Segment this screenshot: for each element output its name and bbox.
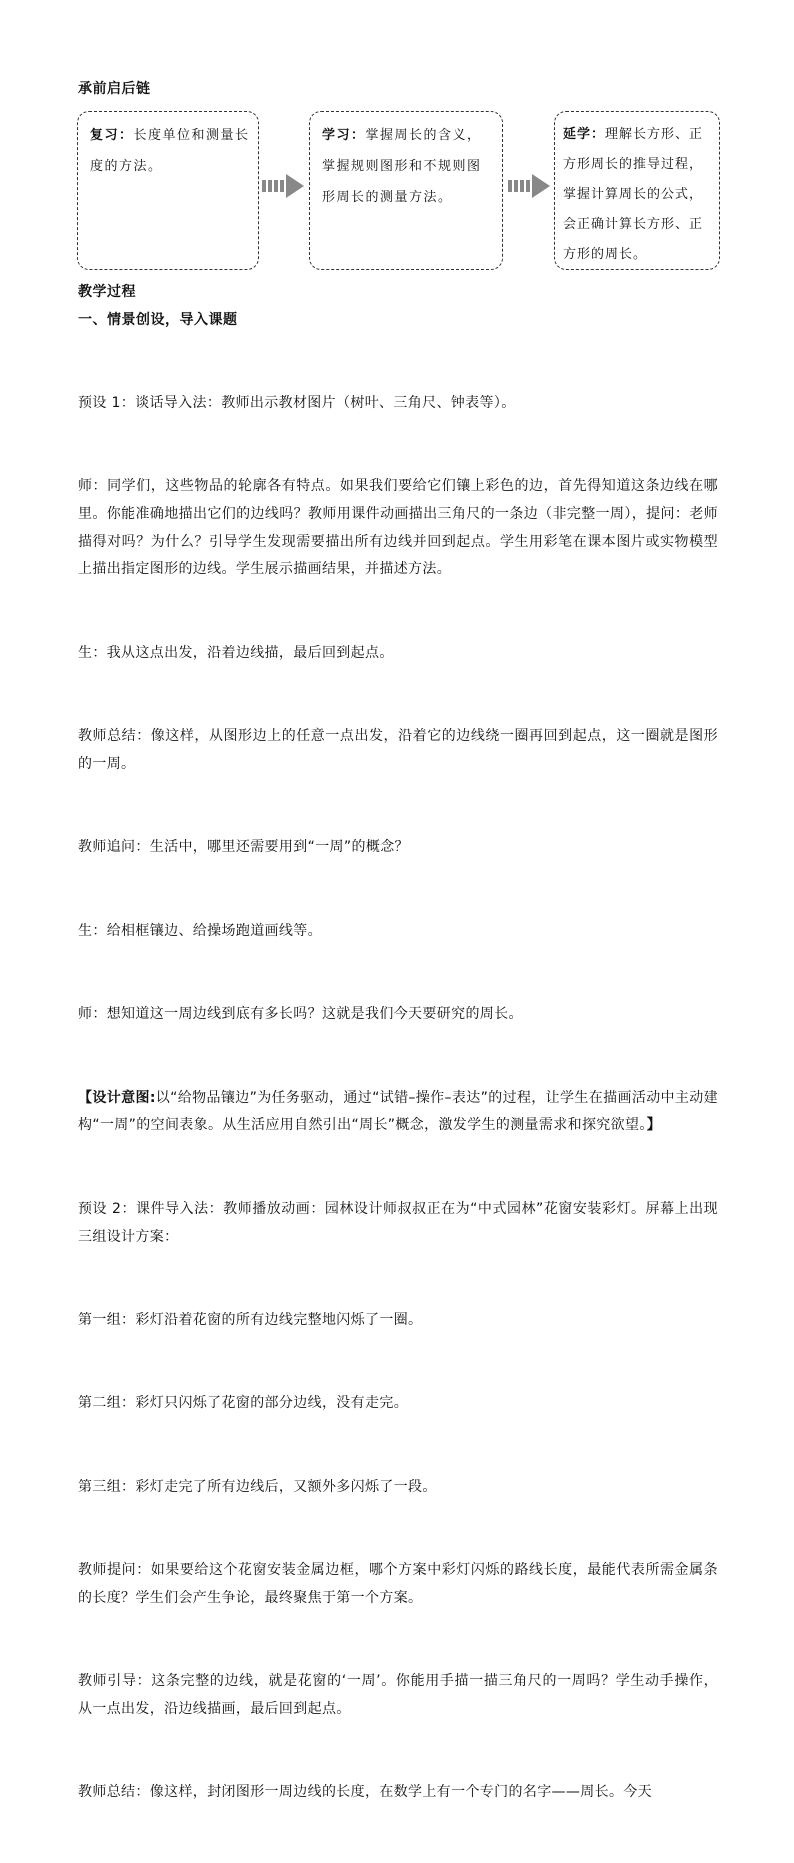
paragraph: 第二组：彩灯只闪烁了花窗的部分边线，没有走完。 [78,1395,409,1412]
paragraph: 教师提问：如果要给这个花窗安装金属边框，哪个方案中彩灯闪烁的路线长度，最能代表所需金属条的长度？学生们会产生争论，最终聚焦于第一个方案。 [78,1562,718,1606]
learn-box [309,111,503,270]
paragraph: 第一组：彩灯沿着花窗的所有边线完整地闪烁了一圈。 [78,1311,423,1328]
review-label: 复习： [90,128,134,143]
design-intent-open-bracket: 【 [78,1089,93,1106]
paragraph: 生：给相框镶边、给操场跑道画线等。 [78,922,322,939]
review-box [77,111,259,270]
part1-title: 一、情景创设，导入课题 [78,312,238,328]
body-text [78,334,718,1863]
paragraph: 师：同学们，这些物品的轮廓各有特点。如果我们要给它们镶上彩色的边，首先得知道这条边线在哪里。你能准确地描出它们的边线吗？教师用课件动画描出三角尺的一条边（非完整一周），提问：老师描得对吗？为什么？引导学生发现需要描出所有边线并回到起点。学生用彩笔在课本图片或实物模型上描出指定图形的边线。学生展示描画结果，并描述方法。 [78,477,718,578]
paragraph: 教师总结：像这样，从图形边上的任意一点出发，沿着它的边线绕一圈再回到起点，这一圈就是图形的一周。 [78,728,718,772]
paragraph: 师：想知道这一周边线到底有多长吗？这就是我们今天要研究的周长。 [78,1006,523,1023]
design-intent-text: 以“给物品镶边”为任务驱动，通过“试错–操作–表达”的过程，让学生在描画活动中主动建构“一周”的空间表象。从生活应用自然引出“周长”概念，激发学生的测量需求和探究欲望。 [78,1089,718,1134]
paragraph: 生：我从这点出发，沿着边线描，最后回到起点。 [78,644,394,661]
arrow-right-icon [262,174,304,198]
paragraph: 预设 2：课件导入法：教师播放动画：园林设计师叔叔正在为“中式园林”花窗安装彩灯。屏幕上出现三组设计方案： [78,1200,718,1245]
learn-text: 掌握周长的含义，掌握规则图形和不规则图形周长的测量方法。 [322,128,482,205]
extend-text: 理解长方形、正方形周长的推导过程，掌握计算周长的公式，会正确计算长方形、正方形的周长。 [563,127,704,262]
extend-box [554,111,720,270]
design-intent [78,1085,718,1141]
review-text: 长度单位和测量长度的方法。 [90,128,250,174]
paragraph: 教师引导：这条完整的边线，就是花窗的‘一周’。你能用手描一描三角尺的一周吗？学生动手操作，从一点出发，沿边线描画，最后回到起点。 [78,1673,718,1718]
extend-label: 延学： [563,127,606,142]
design-intent-close-bracket: 】 [646,1117,662,1134]
process-title: 教学过程 [78,284,136,300]
section-title: 承前启后链 [78,81,151,97]
paragraph: 教师追问：生活中，哪里还需要用到“一周”的概念？ [78,839,409,856]
paragraph: 第三组：彩灯走完了所有边线后，又额外多闪烁了一段。 [78,1478,437,1495]
arrow-right-icon [508,174,550,198]
paragraph: 预设 1：谈话导入法：教师出示教材图片（树叶、三角尺、钟表等）。 [78,394,516,411]
paragraph: 教师总结：像这样，封闭图形一周边线的长度，在数学上有一个专门的名字——周长。今天 [78,1784,652,1801]
learn-label: 学习： [322,128,366,143]
design-intent-label: 设计意图: [92,1089,156,1106]
